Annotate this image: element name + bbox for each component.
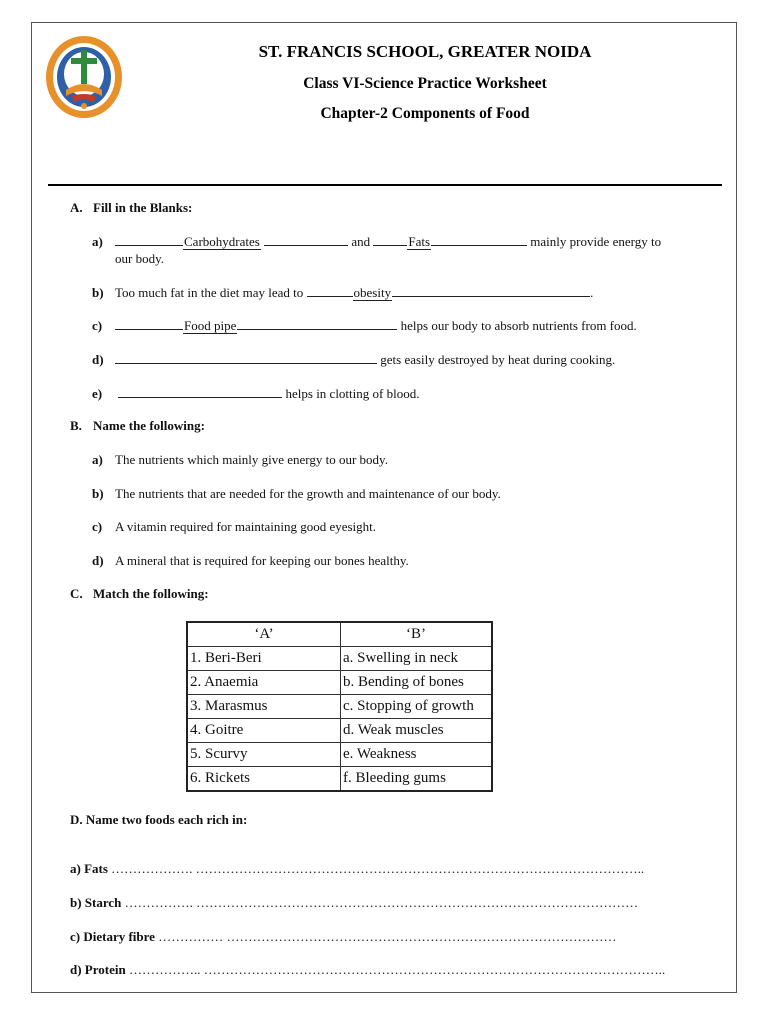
- name-item-b: [92, 485, 722, 502]
- fill-blank-e: [92, 385, 722, 402]
- food-label: b) Starch: [70, 895, 122, 910]
- static-text: .: [590, 285, 594, 300]
- column-b-header: ‘B’: [341, 622, 493, 647]
- item-label: c): [92, 318, 103, 333]
- item-label: a): [92, 452, 103, 467]
- school-name: ST. FRANCIS SCHOOL, GREATER NOIDA: [258, 42, 592, 61]
- blank-line[interactable]: [392, 284, 590, 297]
- table-row: [187, 695, 492, 719]
- blank-line[interactable]: [431, 233, 527, 246]
- static-text: Too much fat in the diet may lead to: [115, 285, 304, 300]
- table-cell: d. Weak muscles: [341, 719, 493, 743]
- column-a-header: ‘A’: [187, 622, 341, 647]
- question-text: The nutrients which mainly give energy to our body.: [115, 452, 388, 467]
- question-text: The nutrients that are needed for the growth and maintenance of our body.: [115, 486, 501, 501]
- name-item-c: [92, 518, 722, 535]
- table-cell: 6. Rickets: [187, 767, 341, 792]
- table-row: [187, 671, 492, 695]
- item-label: d): [92, 352, 104, 367]
- blank-line[interactable]: [115, 233, 183, 246]
- item-label: b): [92, 285, 104, 300]
- question-text: A vitamin required for maintaining good eyesight.: [115, 519, 377, 534]
- section-b-letter: B.: [70, 418, 82, 433]
- static-text: and: [351, 234, 371, 249]
- food-fibre-row: [70, 929, 616, 945]
- item-label: e): [92, 386, 103, 401]
- answer-text[interactable]: Carbohydrates: [184, 234, 260, 249]
- section-c-heading: Match the following:: [93, 586, 209, 601]
- table-cell: 5. Scurvy: [187, 743, 341, 767]
- section-b-heading: Name the following:: [93, 418, 205, 433]
- table-cell: e. Weakness: [341, 743, 493, 767]
- section-d-heading: D. Name two foods each rich in:: [70, 812, 248, 827]
- food-fats-row: [70, 861, 644, 877]
- page-border: [31, 22, 737, 993]
- blank-line[interactable]: [264, 233, 348, 246]
- match-table: [186, 621, 493, 792]
- food-label: c) Dietary fibre: [70, 929, 155, 944]
- question-text: A mineral that is required for keeping our bones healthy.: [115, 553, 409, 568]
- table-row: [187, 767, 492, 792]
- item-label: b): [92, 486, 104, 501]
- answer-dots[interactable]: …………… ………………………………………………………………………………: [158, 929, 617, 944]
- answer-dots[interactable]: ……………. …………………………………………………………………………………………: [124, 895, 639, 910]
- answer-text[interactable]: obesity: [353, 285, 392, 300]
- item-label: d): [92, 553, 104, 568]
- section-a-title: [70, 200, 192, 216]
- food-label: d) Protein: [70, 962, 126, 977]
- worksheet-title: Class VI-Science Practice Worksheet: [303, 75, 547, 92]
- section-a-letter: A.: [70, 200, 83, 215]
- table-cell: 3. Marasmus: [187, 695, 341, 719]
- table-cell: c. Stopping of growth: [341, 695, 493, 719]
- food-starch-row: [70, 895, 638, 911]
- static-text: helps our body to absorb nutrients from food.: [400, 318, 637, 333]
- blank-line[interactable]: [115, 317, 183, 330]
- static-text: mainly provide energy to: [530, 234, 662, 249]
- table-cell: 2. Anaemia: [187, 671, 341, 695]
- blank-line[interactable]: [373, 233, 407, 246]
- table-cell: b. Bending of bones: [341, 671, 493, 695]
- section-b-title: [70, 418, 205, 434]
- static-text: helps in clotting of blood.: [285, 386, 420, 401]
- fill-blank-c: [92, 317, 722, 334]
- blank-line[interactable]: [237, 317, 397, 330]
- static-text: our body.: [115, 251, 164, 266]
- blank-line[interactable]: [115, 351, 377, 364]
- item-label: a): [92, 234, 103, 249]
- chapter-title: Chapter-2 Components of Food: [320, 105, 530, 122]
- table-cell: 1. Beri-Beri: [187, 647, 341, 671]
- table-cell: a. Swelling in neck: [341, 647, 493, 671]
- table-row: [187, 719, 492, 743]
- name-item-d: [92, 552, 722, 569]
- section-c-letter: C.: [70, 586, 83, 601]
- table-header-row: [187, 622, 492, 647]
- fill-blank-a: [92, 233, 722, 267]
- fill-blank-d: [92, 351, 722, 368]
- fill-blank-b: [92, 284, 722, 301]
- answer-text[interactable]: Fats: [408, 234, 431, 249]
- section-a-heading: Fill in the Blanks:: [93, 200, 193, 215]
- name-item-a: [92, 451, 722, 468]
- section-c-title: [70, 586, 209, 602]
- static-text: gets easily destroyed by heat during cooking.: [380, 352, 616, 367]
- blank-line[interactable]: [307, 284, 353, 297]
- table-cell: 4. Goitre: [187, 719, 341, 743]
- table-cell: f. Bleeding gums: [341, 767, 493, 792]
- blank-line[interactable]: [118, 385, 282, 398]
- header-divider: [48, 184, 722, 186]
- school-logo-icon: [44, 34, 124, 120]
- table-row: [187, 743, 492, 767]
- food-label: a) Fats: [70, 861, 108, 876]
- table-row: [187, 647, 492, 671]
- item-label: c): [92, 519, 103, 534]
- answer-text[interactable]: Food pipe: [184, 318, 237, 333]
- answer-dots[interactable]: ………………. …………………………………………………………………………………………..: [111, 861, 645, 876]
- answer-dots[interactable]: …………….. ……………………………………………………………………………………………..: [128, 962, 666, 977]
- food-protein-row: [70, 962, 665, 978]
